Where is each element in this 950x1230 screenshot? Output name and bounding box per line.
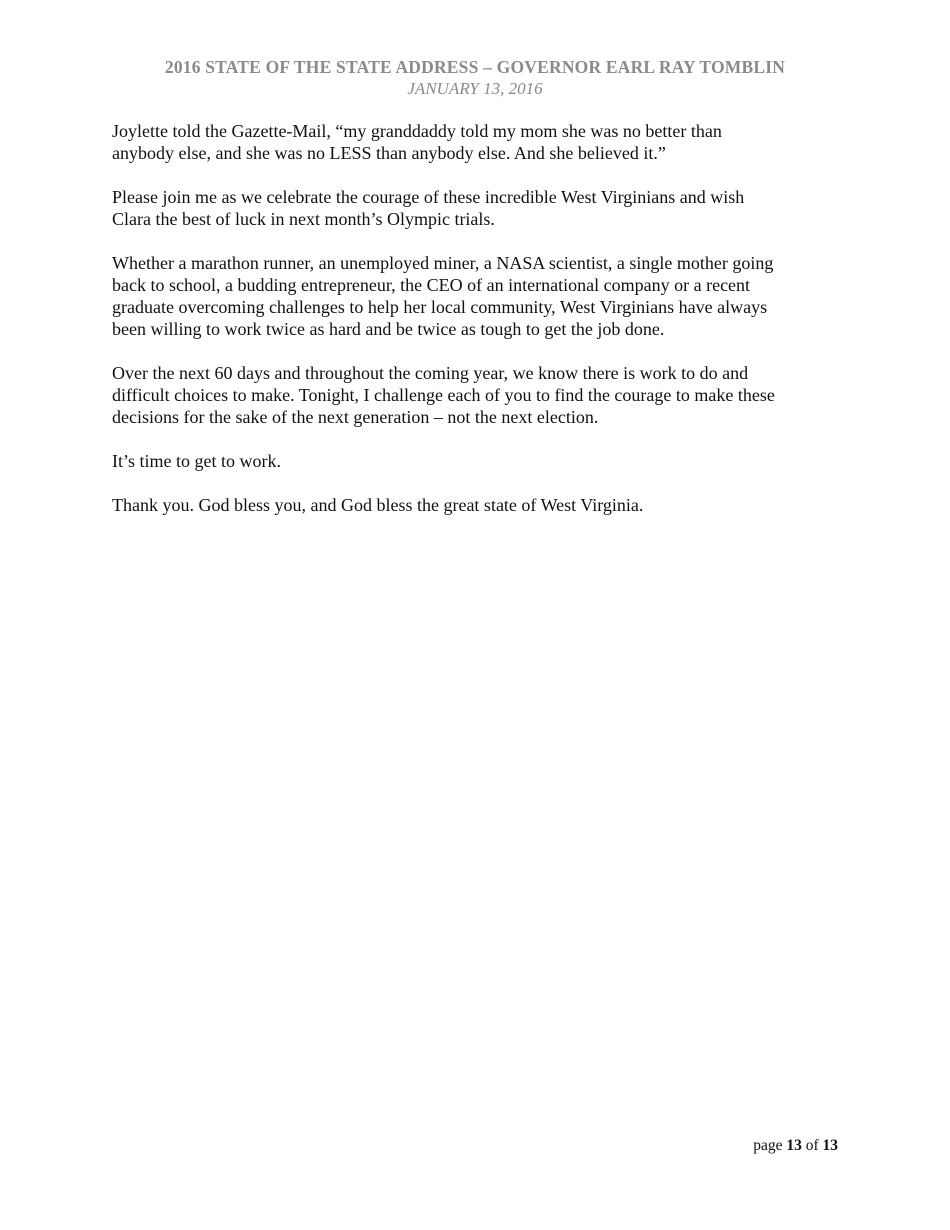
header-date: JANUARY 13, 2016 xyxy=(407,79,543,98)
paragraph-celebrate: Please join me as we celebrate the courage of these incredible West Virginians and wish Clara the best of luck in next month’s Olympic trials. xyxy=(112,187,745,229)
header-title: 2016 STATE OF THE STATE ADDRESS – GOVERNOR EARL RAY TOMBLIN xyxy=(164,57,786,77)
paragraph-next-60-days: Over the next 60 days and throughout the coming year, we know there is work to do and difficult choices to make. Tonight, I challenge each of you to find the courage to make these decisions for the sake of the next generation – not the next election. xyxy=(112,363,775,427)
paragraph-joylette-quote: Joylette told the Gazette-Mail, “my granddaddy told my mom she was no better than anybody else, and she was no LESS than anybody else. And she believed it.” xyxy=(112,121,722,163)
paragraph-west-virginians: Whether a marathon runner, an unemployed miner, a NASA scientist, a single mother going back to school, a budding entrepreneur, the CEO of an international company or a recent graduate overcoming challenges to help her local community, West Virginians have always been willing to work twice as hard and be twice as tough to get the job done. xyxy=(112,253,774,339)
total-pages: 13 xyxy=(822,1137,838,1154)
current-page: 13 xyxy=(786,1137,802,1154)
page-header xyxy=(0,56,950,100)
page-word: page xyxy=(753,1137,783,1154)
of-word: of xyxy=(805,1137,819,1154)
paragraph-closing: Thank you. God bless you, and God bless the great state of West Virginia. xyxy=(112,495,644,515)
document-body xyxy=(112,120,840,538)
page-number xyxy=(753,1136,838,1156)
paragraph-time-to-work: It’s time to get to work. xyxy=(112,451,281,471)
